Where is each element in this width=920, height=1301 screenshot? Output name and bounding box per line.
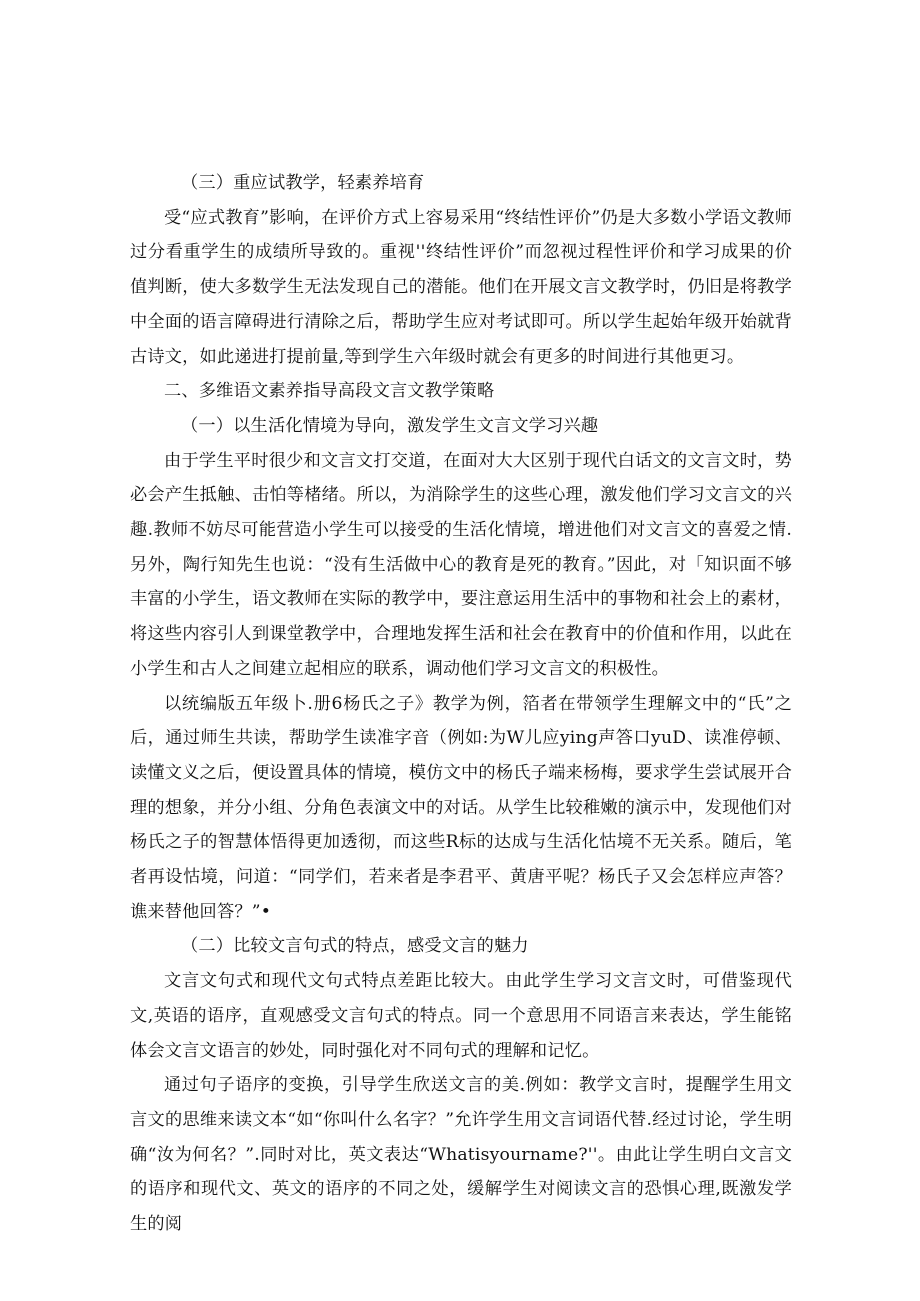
paragraph-sentence-patterns: 文言文句式和现代文句式特点差距比较大。由此学生学习文言文时，可借鉴现代文,英语的语序，直观感受文言句式的特点。同一个意思用不同语言来表达，学生能铭体会文言文语言的妙处，同时强化对不同句式的理解和记忆。	[130, 971, 792, 1061]
paragraph-word-order: 通过句子语序的变换，引导学生欣送文言的美.例如：教学文言时，提醒学生用文言文的思维来读文本“如“你叫什么名字？”允许学生用文言词语代替.经过讨论，学生明确“汝为何名？”.同时对比，英文表达“Whatisyourname?''。由此让学生明白文言文的语序和现代文、英文的语序的不同之处，缓解学生对阅读文言的恐惧心理,既激发学生的阅	[130, 1075, 792, 1235]
paragraph-exam-oriented-teaching: 受“应式教育”影响，在评价方式上容易采用“终结性评价”仍是大多数小学语文教师过分看重学生的成绩所导致的。重视''终结性评价”而忽视过程性评价和学习成果的价值判断，使大多数学生无法发现自己的潜能。他们在开展文言文教学时，仍旧是将教学中全面的语言障碍进行清除之后，帮助学生应对考试即可。所以学生起始年级开始就背古诗文，如此递进打提前量,等到学生六年级时就会有更多的时间进行其他更习。	[130, 207, 792, 367]
paragraph-life-situation: 由于学生平时很少和文言文打交道，在面对大大区别于现代白话文的文言文时，势必会产生抵触、击怕等楮绪。所以，为消除学生的这些心理，激发他们学习文言文的兴趣.教师不妨尽可能营造小学生可以接受的生活化情境，增进他们对文言文的喜爱之情.另外，陶行知先生也说：“没有生活做中心的教育是死的教育。”因此，对「知识面不够丰富的小学生，语文教师在实际的教学中，要注意运用生活中的事物和社会上的素材，将这些内容引人到课堂教学中，合理地发挥生活和社会在教育中的价值和作用，以此在小学生和古人之间建立起相应的联系，调动他们学习文言文的积极性。	[130, 450, 792, 679]
section-subheading-1: （一）以生活化情境为导向，激发学生文言文学习兴趣	[181, 415, 599, 436]
section-subheading-2: （二）比较文言句式的特点，感受文言的魅力	[181, 936, 529, 957]
document-body	[130, 166, 792, 1242]
paragraph-yang-example: 以统编版五年级卜.册6杨氏之子》教学为例，箔者在带领学生理解文中的“氏”之后，通过师生共读，帮助学生读准字音（例如:为W儿应ying声答口yuD、读准停顿、读懂文义之后，便设置具体的情境，模仿文中的杨氏子端来杨梅，要求学生尝试展开合理的想象，并分小组、分角色表演文中的对话。从学生比较稚嫩的演示中，发现他们对杨氏之子的智慧体悟得更加透彻，而这些R标的达成与生活化怙境不无关系。随后，笔者再设怙境，问道：“同学们，若来者是李君平、黄唐平呢？杨氏子又会怎样应声答？谯来替他回答？”•	[130, 693, 792, 922]
section-subheading-3: （三）重应试教学，轻素养培育	[181, 173, 425, 193]
section-heading-2: 二、多维语文素养指导高段文言文教学策略	[164, 381, 495, 402]
